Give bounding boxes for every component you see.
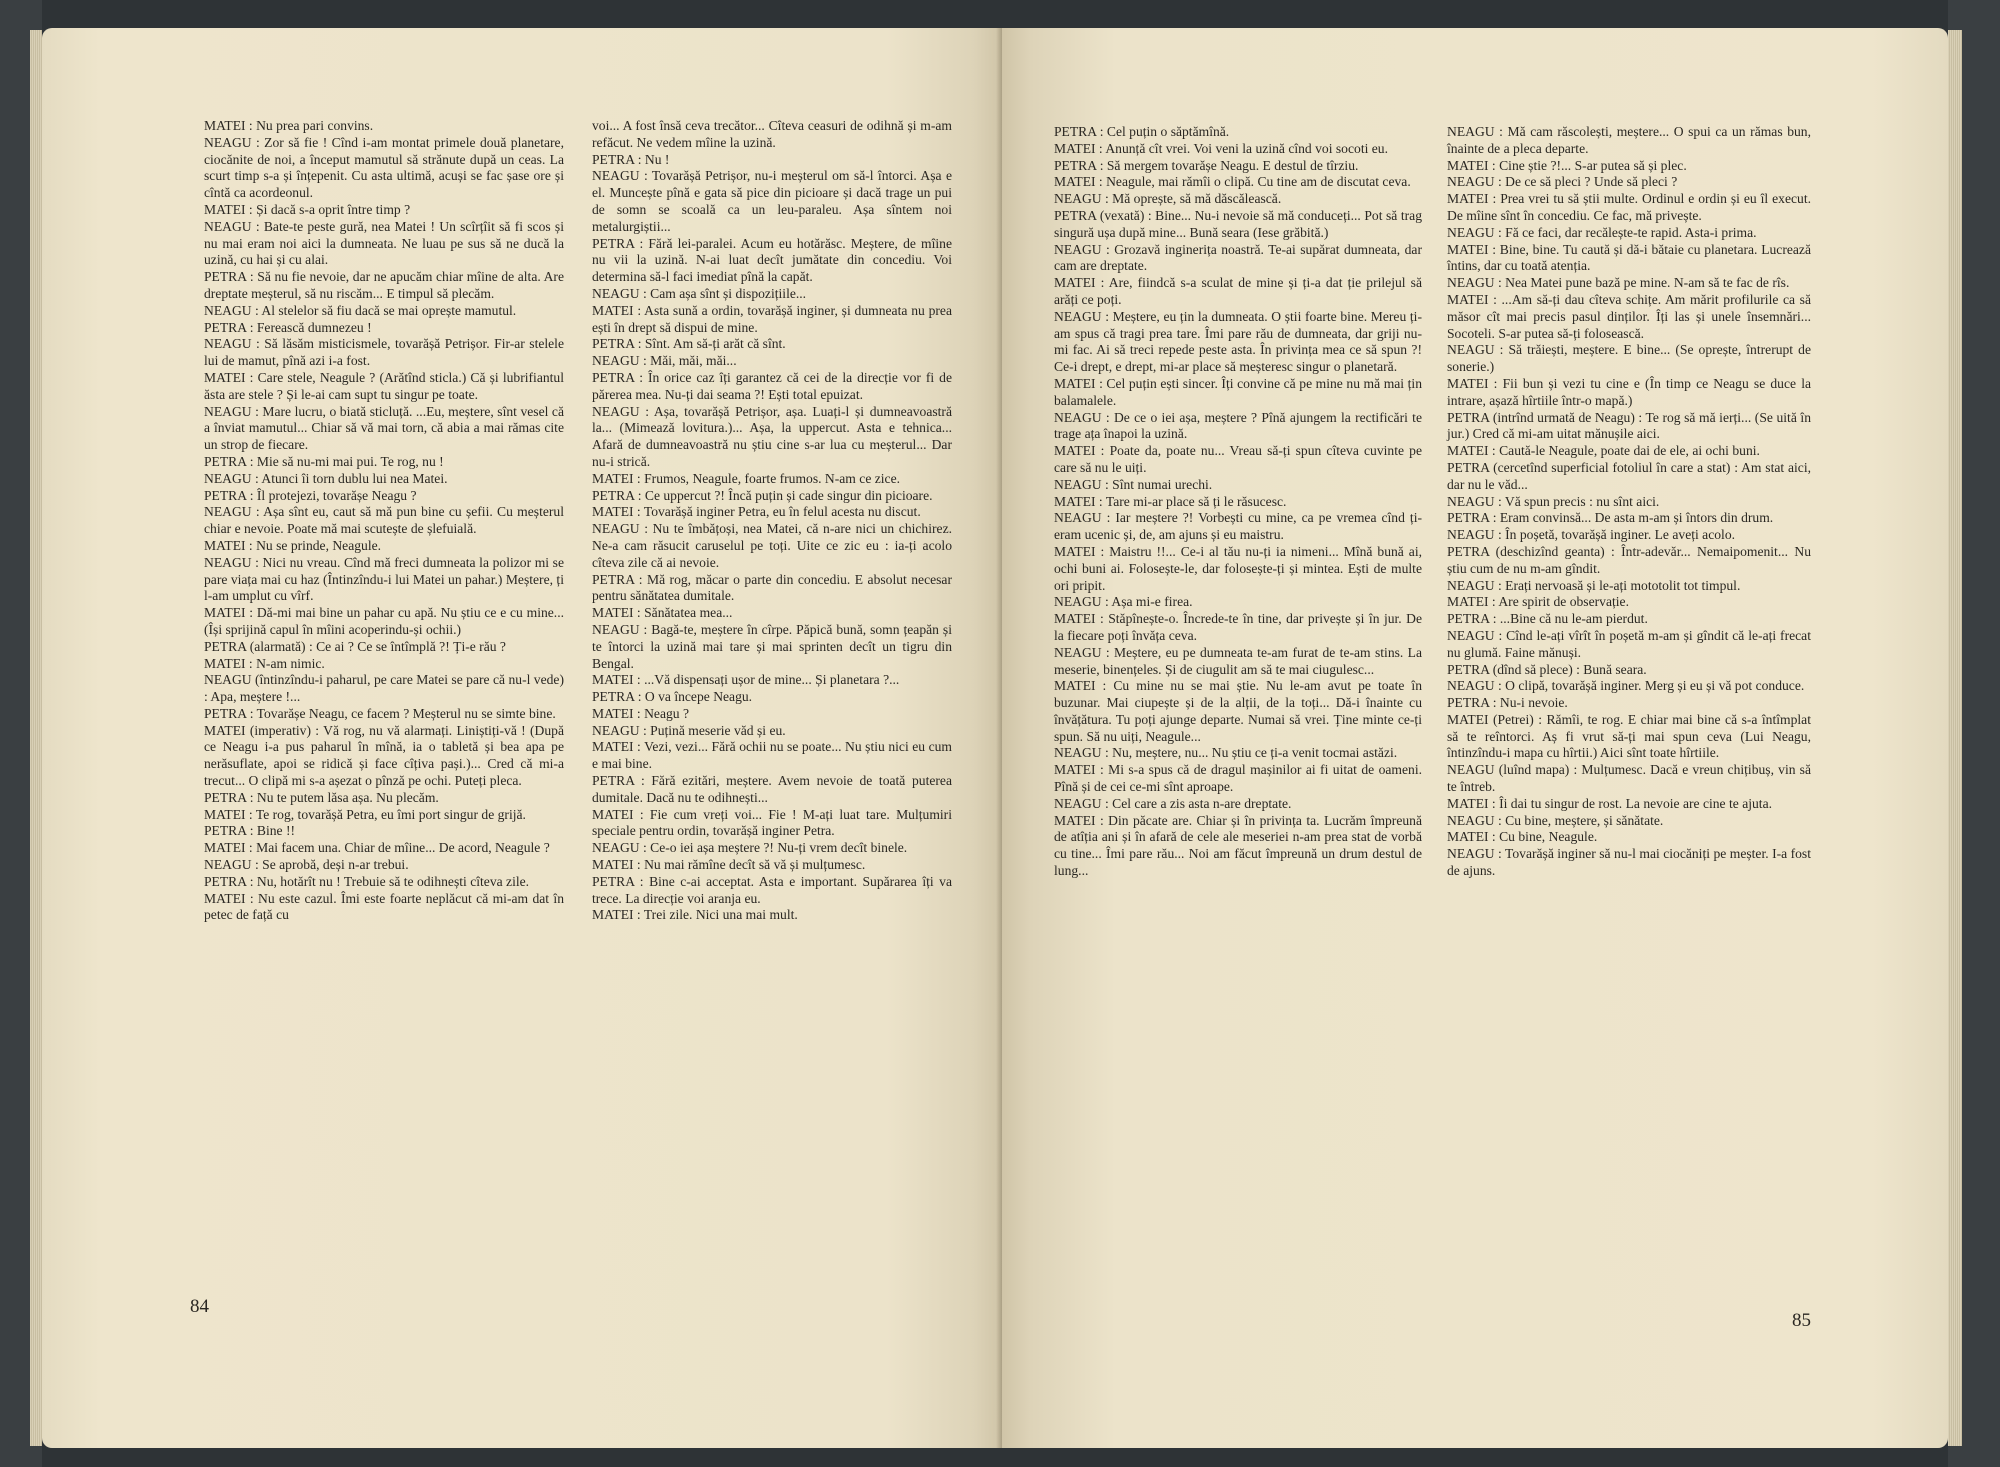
dialogue-paragraph: PETRA : În orice caz îți garantez că cei de la direcție vor fi de părerea mea. Nu-ți dai seama ?! Ești total epuizat.: [592, 369, 952, 402]
dialogue-paragraph: MATEI : Trei zile. Nici una mai mult.: [592, 907, 798, 923]
dialogue-paragraph: MATEI : Cu bine, Neagule.: [1447, 829, 1598, 845]
dialogue-paragraph: MATEI : Are, fiindcă s-a sculat de mine și ți-a dat ție prilejul să arăți ce poți.: [1054, 275, 1422, 307]
right-page-column-2: [1447, 124, 1811, 880]
dialogue-paragraph: MATEI : Neagule, mai rămîi o clipă. Cu tine am de discutat ceva.: [1054, 174, 1411, 190]
dialogue-paragraph: MATEI : Nu mai rămîne decît să vă și mulțumesc.: [592, 857, 866, 873]
dialogue-paragraph: NEAGU : De ce o iei așa, meștere ? Pînă ajungem la rectificări te trage ața înapoi la uzină.: [1054, 409, 1422, 442]
dialogue-paragraph: MATEI : Maistru !!... Ce-i al tău nu-ți ia nimeni... Mînă bună ai, ochi buni ai. Folosește-le, dar folosește-ți și mintea. Ești de multe ori pripit.: [1054, 543, 1422, 593]
dialogue-paragraph: MATEI : Tare mi-ar place să ți le răsucesc.: [1054, 493, 1287, 509]
dialogue-paragraph: MATEI : Anunță cît vrei. Voi veni la uzină cînd voi socoti eu.: [1054, 140, 1388, 156]
right-page-column-1: [1054, 124, 1422, 880]
dialogue-paragraph: NEAGU : Tovarășă inginer să nu-l mai ciocăniți pe meșter. I-a fost de ajuns.: [1447, 846, 1811, 879]
dialogue-paragraph: MATEI : Dă-mi mai bine un pahar cu apă. Nu știu ce e cu mine... (Își sprijină capul în mîini acoperindu-și ochii.): [204, 605, 564, 637]
dialogue-paragraph: PETRA (dînd să plece) : Bună seara.: [1447, 661, 1647, 677]
dialogue-paragraph: NEAGU : Atunci îi torn dublu lui nea Matei.: [204, 470, 448, 486]
dialogue-paragraph: NEAGU : Vă spun precis : nu sînt aici.: [1447, 493, 1660, 509]
dialogue-paragraph: MATEI : ...Am să-ți dau cîteva schițe. Am mărit profilurile ca să măsor cît mai precis pasul dinților. Îți las și unele însemnări... Socoteli. S-ar putea să-ți folosească.: [1447, 291, 1811, 341]
dialogue-paragraph: NEAGU : Meștere, eu țin la dumneata. O știi foarte bine. Mereu ți-am spus că tragi prea tare. Îmi pare rău de dumneata, dar griji nu-mi fac. Ai să treci repede peste asta. În privința mea ce să spun ?! Ce-i drept, e drept, mi-ar place să meșteresc singur o planetară.: [1054, 308, 1422, 375]
dialogue-paragraph: MATEI : Caută-le Neagule, poate dai de ele, ai ochi buni.: [1447, 443, 1760, 459]
page-number: 85: [1792, 1310, 1811, 1331]
dialogue-paragraph: NEAGU : Zor să fie ! Cînd i-am montat primele două planetare, ciocănite de noi, a început mamutul să strănute după un ceas. La scurt timp s-a și înțepenit. Cu asta ultimă, acuși se fac șase ore și cîntă ca acordeonul.: [204, 134, 564, 201]
dialogue-paragraph: NEAGU : Meștere, eu pe dumneata te-am furat de te-am stins. La meserie, binențeles. Și de ciugulit am să te mai ciugulesc...: [1054, 644, 1422, 677]
dialogue-paragraph: PETRA : Bine c-ai acceptat. Asta e important. Supărarea îți va trece. La direcție voi aranja eu.: [592, 873, 952, 906]
dialogue-paragraph: PETRA : Ferească dumnezeu !: [204, 319, 372, 335]
dialogue-paragraph: NEAGU : Puțină meserie văd și eu.: [592, 722, 786, 738]
dialogue-paragraph: PETRA : Nu-i nevoie.: [1447, 695, 1568, 711]
dialogue-paragraph: NEAGU : Cam așa sînt și dispozițiile...: [592, 285, 807, 301]
page-stack-left: [30, 30, 42, 1446]
dialogue-paragraph: MATEI : Sănătatea mea...: [592, 605, 733, 621]
dialogue-paragraph: MATEI : Are spirit de observație.: [1447, 594, 1629, 610]
dialogue-paragraph: NEAGU : De ce să pleci ? Unde să pleci ?: [1447, 174, 1678, 190]
dialogue-paragraph: NEAGU : Nici nu vreau. Cînd mă freci dumneata la polizor mi se pare viața mai cu haz (Întinzîndu-i lui Matei un pahar.) Meștere, ți l-am umplut cu vîrf.: [204, 554, 564, 604]
dialogue-paragraph: NEAGU : Să trăiești, meștere. E bine... (Se oprește, întrerupt de sonerie.): [1447, 342, 1811, 375]
dialogue-paragraph: PETRA : Fără lei-paralei. Acum eu hotărăsc. Meștere, de mîine nu vii la uzină. N-ai luat decît jumătate din concediu. Voi determina să-l faci imediat pînă la capăt.: [592, 235, 952, 285]
dialogue-paragraph: MATEI : Bine, bine. Tu caută și dă-i bătaie cu planetara. Lucrează întins, dar cu toată atenția.: [1447, 241, 1811, 274]
dialogue-paragraph: PETRA : Ce uppercut ?! Încă puțin și cade singur din picioare.: [592, 487, 933, 503]
dialogue-paragraph: NEAGU : Nea Matei pune bază pe mine. N-am să te fac de rîs.: [1447, 275, 1790, 291]
dialogue-paragraph: PETRA : Nu, hotărît nu ! Trebuie să te odihnești cîteva zile.: [204, 873, 530, 889]
dialogue-paragraph: PETRA : Cel puțin o săptămînă.: [1054, 124, 1230, 139]
dialogue-paragraph: NEAGU : Așa mi-e firea.: [1054, 594, 1193, 610]
dialogue-paragraph: NEAGU : Cel care a zis asta n-are dreptate.: [1054, 795, 1292, 811]
left-page-column-1: [204, 118, 564, 924]
dialogue-paragraph: PETRA : Eram convinsă... De asta m-am și întors din drum.: [1447, 510, 1774, 526]
dialogue-paragraph: PETRA : Nu !: [592, 151, 670, 167]
dialogue-paragraph: PETRA : Mă rog, măcar o parte din concediu. E absolut necesar pentru sănătatea dumitale.: [592, 571, 952, 604]
dialogue-paragraph: MATEI (imperativ) : Vă rog, nu vă alarmați. Liniștiți-vă ! (După ce Neagu i-a pus paharul în mînă, ia o tabletă și bea apa pe nerăsuflate, apoi se ridică și face cîțiva pași.)... Cred că mi-a trecut... O clipă mi s-a așezat o pînză pe ochi. Puteți pleca.: [204, 722, 564, 789]
dialogue-paragraph: NEAGU : Mare lucru, o biată sticluță. ...Eu, meștere, sînt vesel că a înviat mamutul... Chiar să vă mai torn, că abia a mai rămas cite un strop de fiecare.: [204, 403, 564, 453]
dialogue-paragraph: MATEI : Nu se prinde, Neagule.: [204, 537, 382, 553]
dialogue-paragraph: PETRA : ...Bine că nu le-am pierdut.: [1447, 611, 1648, 627]
dialogue-paragraph: MATEI : Cu mine nu se mai știe. Nu le-am avut pe toate în buzunar. Mai ciupește și de la alții, de la toți... Dă-i înainte cu învățătura. Tu poți ajunge departe. Numai să vrei. Ține minte ce-ți spun. Să nu uiți, Neagule...: [1054, 678, 1422, 744]
dialogue-paragraph: NEAGU : Sînt numai urechi.: [1054, 476, 1213, 492]
dialogue-paragraph: NEAGU : Bagă-te, meștere în cîrpe. Păpică bună, somn țeapăn și te întorci la uzină mai tare și mai sprinten decît un tigru din Bengal.: [592, 621, 952, 671]
dialogue-paragraph: NEAGU : Nu, meștere, nu... Nu știu ce ți-a venit tocmai astăzi.: [1054, 745, 1398, 761]
dialogue-paragraph: MATEI : Neagu ?: [592, 705, 690, 721]
dialogue-paragraph: MATEI : Mai facem una. Chiar de mîine... De acord, Neagule ?: [204, 840, 550, 856]
dialogue-paragraph: NEAGU : Erați nervoasă și le-ați mototolit tot timpul.: [1447, 577, 1741, 593]
dialogue-paragraph: NEAGU : O clipă, tovarășă inginer. Merg și eu și vă pot conduce.: [1447, 678, 1805, 694]
dialogue-paragraph: MATEI : Nu prea pari convins.: [204, 118, 374, 133]
dialogue-paragraph: MATEI : Te rog, tovarășă Petra, eu îmi port singur de grijă.: [204, 806, 526, 822]
dialogue-paragraph: NEAGU : Fă ce faci, dar recălește-te rapid. Asta-i prima.: [1447, 224, 1757, 240]
dialogue-paragraph: NEAGU : Mă cam răscolești, meștere... O spui ca un rămas bun, înainte de a pleca departe.: [1447, 124, 1811, 156]
dialogue-paragraph: MATEI : Care stele, Neagule ? (Arătînd sticla.) Că și lubrifiantul ăsta are stele ? Și le-ai cam supt tu singur pe toate.: [204, 369, 564, 402]
dialogue-paragraph: PETRA : Să nu fie nevoie, dar ne apucăm chiar mîine de alta. Are dreptate meșterul, să nu riscăm... E timpul să plecăm.: [204, 269, 564, 301]
left-page-column-2: [592, 118, 952, 924]
dialogue-paragraph: MATEI : Îi dai tu singur de rost. La nevoie are cine te ajuta.: [1447, 795, 1773, 811]
dialogue-paragraph: MATEI : Fie cum vreți voi... Fie ! M-ați luat tare. Mulțumiri speciale pentru ordin, tovarășă inginer Petra.: [592, 806, 952, 839]
dialogue-paragraph: NEAGU : Bate-te peste gură, nea Matei ! Un scîrțîit să fi scos și nu mai eram noi aici la dumneata. Ne luau pe sus să ne ducă la uzină, cu hai și cu alai.: [204, 218, 564, 268]
dialogue-paragraph: MATEI : Și dacă s-a oprit între timp ?: [204, 201, 411, 217]
dialogue-paragraph: NEAGU : Nu te îmbățoși, nea Matei, că n-are nici un chichirez. Ne-a cam răsucit caruselul pe toți. Uite ce zic eu : ia-ți acolo cîteva zile că ai nevoie.: [592, 521, 952, 570]
dialogue-paragraph: PETRA (alarmată) : Ce ai ? Ce se întîmplă ?! Ți-e rău ?: [204, 638, 506, 654]
dialogue-paragraph: PETRA (cercetînd superficial fotoliul în care a stat) : Am stat aici, dar nu le văd...: [1447, 459, 1811, 492]
dialogue-paragraph: MATEI : Din păcate are. Chiar și în privința ta. Lucrăm împreună de atîția ani și în afară de cele ale meseriei n-am prea stat de vorbă cu tine... Îmi pare rău... Noi am făcut împreună un drum destul de lung...: [1054, 812, 1422, 879]
dialogue-paragraph: MATEI : Mi s-a spus că de dragul mașinilor ai fi uitat de oameni. Pînă și de cei ce-mi sînt aproape.: [1054, 762, 1422, 795]
dialogue-paragraph: PETRA (deschizînd geanta) : Într-adevăr... Nemaipomenit... Nu știu cum de nu m-am gîndit.: [1447, 543, 1811, 576]
dialogue-paragraph: NEAGU (luînd mapa) : Mulțumesc. Dacă e vreun chițibuș, vin să te întreb.: [1447, 762, 1811, 795]
dialogue-paragraph: PETRA : Nu te putem lăsa așa. Nu plecăm.: [204, 789, 439, 805]
dialogue-paragraph: NEAGU : În poșetă, tovarășă inginer. Le aveți acolo.: [1447, 527, 1736, 543]
dialogue-paragraph: NEAGU : Așa, tovarășă Petrișor, așa. Luați-l și dumneavoastră la... (Mimează lovitura.)... Așa, la uppercut. Asta e tehnica... Afară de dumneavoastră nu știu cine s-ar lua cu meșterul... Dar nu-i strică.: [592, 403, 952, 469]
dialogue-paragraph: NEAGU : Măi, măi, măi...: [592, 353, 737, 369]
dialogue-paragraph: MATEI (Petrei) : Rămîi, te rog. E chiar mai bine că s-a întîmplat să te reîntorci. Aș fi vrut să-ți mai spun ceva (Lui Neagu, întinzîndu-i mapa cu hîrtii.) Aici sînt toate hîrtiile.: [1447, 711, 1811, 761]
dialogue-paragraph: NEAGU : Grozavă inginerița noastră. Te-ai supărat dumneata, dar cam are dreptate.: [1054, 241, 1422, 274]
dialogue-paragraph: NEAGU : Tovarășă Petrișor, nu-i meșterul om să-l întorci. Așa e el. Muncește pînă e gata să pice din picioare și dacă trage un pui de somn se scoală ca un leu-paraleu. Așa sîntem noi metalurgiștii...: [592, 168, 952, 234]
dialogue-paragraph: MATEI : Cel puțin ești sincer. Îți convine că pe mine nu mă mai țin balamalele.: [1054, 375, 1422, 408]
dialogue-paragraph: MATEI : Poate da, poate nu... Vreau să-ți spun cîteva cuvinte pe care să nu le uiți.: [1054, 443, 1422, 475]
dialogue-paragraph: PETRA : Tovarășe Neagu, ce facem ? Meșterul nu se simte bine.: [204, 705, 556, 721]
dialogue-paragraph: NEAGU : Mă oprește, să mă dăscălească.: [1054, 191, 1282, 207]
dialogue-paragraph: NEAGU : Iar meștere ?! Vorbești cu mine, ca pe vremea cînd ți-eram ucenic și, de, am ajuns și eu maistru.: [1054, 510, 1422, 543]
dialogue-paragraph: NEAGU : Cînd le-ați vîrît în poșetă m-am și gîndit că le-ați frecat nu glumă. Faine mănuși.: [1447, 627, 1811, 660]
dialogue-paragraph: NEAGU (întinzîndu-i paharul, pe care Matei se pare că nu-l vede) : Apa, meștere !...: [204, 672, 564, 705]
dialogue-paragraph: PETRA : Să mergem tovarășe Neagu. E destul de tîrziu.: [1054, 157, 1359, 173]
dialogue-paragraph: NEAGU : Al stelelor să fiu dacă se mai oprește mamutul.: [204, 302, 517, 318]
dialogue-paragraph: MATEI : Frumos, Neagule, foarte frumos. N-am ce zice.: [592, 470, 901, 486]
dialogue-paragraph: PETRA (vexată) : Bine... Nu-i nevoie să mă conduceți... Pot să trag singură ușa după mine... Bună seara (Iese grăbită.): [1054, 207, 1422, 240]
dialogue-paragraph: NEAGU : Ce-o iei așa meștere ?! Nu-ți vrem decît binele.: [592, 840, 908, 856]
dialogue-paragraph: NEAGU : Se aprobă, deși n-ar trebui.: [204, 857, 409, 873]
dialogue-paragraph: voi... A fost însă ceva trecător... Cîteva ceasuri de odihnă și m-am refăcut. Ne vedem mîine la uzină.: [592, 118, 952, 150]
dialogue-paragraph: NEAGU : Cu bine, meștere, și sănătate.: [1447, 812, 1664, 828]
dialogue-paragraph: MATEI : ...Vă dispensați ușor de mine... Și planetara ?...: [592, 672, 900, 688]
dialogue-paragraph: MATEI : Stăpînește-o. Încrede-te în tine, dar privește și în jur. De la fiecare poți învăța ceva.: [1054, 611, 1422, 643]
page-stack-right: [1948, 30, 1962, 1446]
dialogue-paragraph: NEAGU : Așa sînt eu, caut să mă pun bine cu șefii. Cu meșterul chiar e nevoie. Poate mă mai scutește de șlefuială.: [204, 504, 564, 537]
dialogue-paragraph: MATEI : Prea vrei tu să știi multe. Ordinul e ordin și eu îl execut. De mîine sînt în concediu. Ce fac, mă privește.: [1447, 191, 1811, 223]
dialogue-paragraph: PETRA (intrînd urmată de Neagu) : Te rog să mă ierți... (Se uită în jur.) Cred că mi-am uitat mănușile aici.: [1447, 409, 1811, 442]
dialogue-paragraph: PETRA : Fără ezitări, meștere. Avem nevoie de toată puterea dumitale. Dacă nu te odihnești...: [592, 773, 952, 805]
dialogue-paragraph: MATEI : Nu este cazul. Îmi este foarte neplăcut că mi-am dat în petec de față cu: [204, 890, 564, 923]
dialogue-paragraph: NEAGU : Să lăsăm misticismele, tovarășă Petrișor. Fir-ar stelele lui de mamut, pînă azi i-a fost.: [204, 336, 564, 369]
left-page: [42, 28, 1002, 1448]
dialogue-paragraph: PETRA : Sînt. Am să-ți arăt că sînt.: [592, 336, 786, 352]
dialogue-paragraph: MATEI : Cine știe ?!... S-ar putea să și plec.: [1447, 157, 1687, 173]
dialogue-paragraph: PETRA : O va începe Neagu.: [592, 689, 753, 705]
dialogue-paragraph: MATEI : N-am nimic.: [204, 655, 325, 671]
dialogue-paragraph: PETRA : Bine !!: [204, 823, 296, 839]
right-page: [1002, 28, 1948, 1448]
dialogue-paragraph: PETRA : Mie să nu-mi mai pui. Te rog, nu !: [204, 453, 444, 469]
dialogue-paragraph: MATEI : Asta sună a ordin, tovarășă inginer, și dumneata nu prea ești în drept să dispui de mine.: [592, 302, 952, 335]
dialogue-paragraph: PETRA : Îl protejezi, tovarășe Neagu ?: [204, 487, 417, 503]
dialogue-paragraph: MATEI : Tovarășă inginer Petra, eu în felul acesta nu discut.: [592, 504, 921, 520]
dialogue-paragraph: MATEI : Vezi, vezi... Fără ochii nu se poate... Nu știu nici eu cum e mai bine.: [592, 739, 952, 772]
page-number: 84: [190, 1296, 209, 1317]
dialogue-paragraph: MATEI : Fii bun și vezi tu cine e (În timp ce Neagu se duce la intrare, așază hîrtiile într-o mapă.): [1447, 375, 1811, 408]
